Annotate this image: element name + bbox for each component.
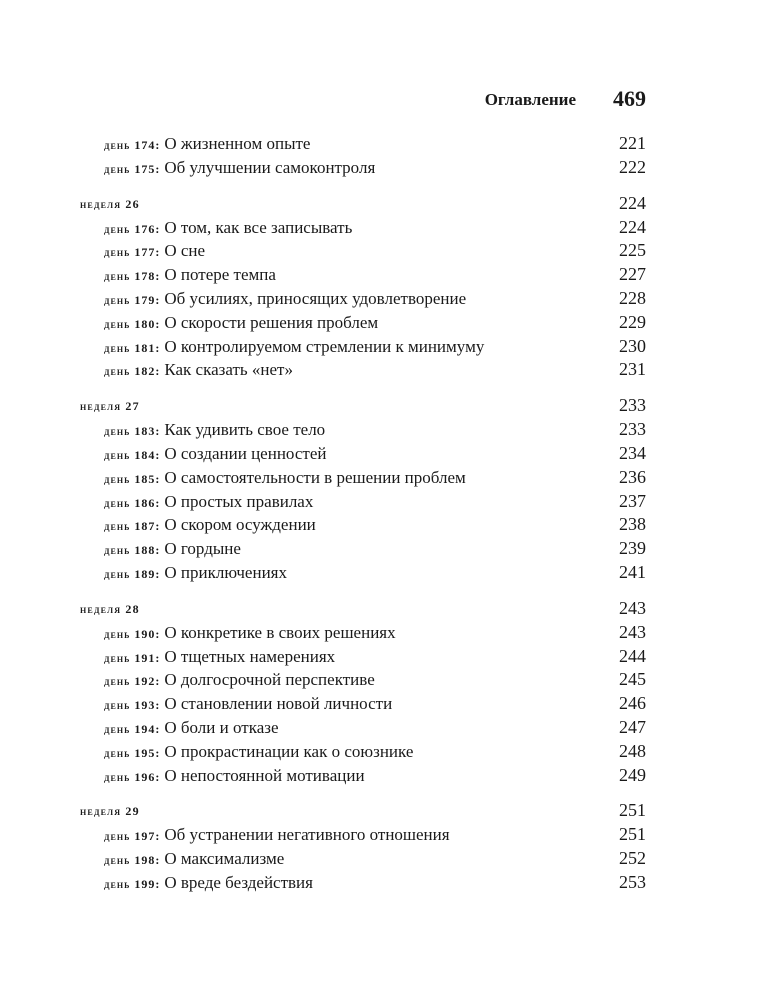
toc-day-entry[interactable] [80, 561, 646, 585]
day-page-number: 245 [619, 669, 646, 690]
day-page-number: 228 [619, 287, 646, 308]
day-label: день 192: [104, 674, 161, 689]
toc-day-entry[interactable] [80, 132, 646, 156]
day-label: день 188: [104, 543, 161, 558]
day-page-number: 234 [619, 442, 646, 463]
week-page-number: 224 [619, 192, 646, 213]
toc-week-group [80, 596, 646, 788]
day-page-number: 230 [619, 335, 646, 356]
day-page-number: 233 [619, 419, 646, 440]
day-label: день 176: [104, 221, 161, 236]
day-page-number: 246 [619, 693, 646, 714]
toc-day-entry[interactable] [80, 156, 646, 180]
day-label: день 186: [104, 495, 161, 510]
day-label: день 195: [104, 745, 161, 760]
table-of-contents [80, 132, 646, 906]
toc-day-entry[interactable] [80, 418, 646, 442]
day-page-number: 248 [619, 740, 646, 761]
day-title: О непостоянной мотивации [164, 765, 365, 785]
day-title: О боли и отказе [164, 717, 279, 737]
day-label: день 199: [104, 876, 161, 891]
day-page-number: 227 [619, 264, 646, 285]
day-label: день 198: [104, 853, 161, 868]
toc-day-entry[interactable] [80, 764, 646, 788]
week-label: неделя 26 [80, 196, 140, 211]
toc-day-entry[interactable] [80, 645, 646, 669]
day-label: день 189: [104, 566, 161, 581]
day-title: О долгосрочной перспективе [164, 670, 375, 690]
day-title: О прокрастинации как о союзнике [164, 741, 414, 761]
day-title: О простых правилах [164, 491, 314, 511]
week-page-number: 233 [619, 395, 646, 416]
day-label: день 180: [104, 316, 161, 331]
day-title: О вреде бездействия [164, 872, 313, 892]
day-page-number: 221 [619, 133, 646, 153]
toc-week-entry[interactable] [80, 798, 646, 823]
toc-day-entry[interactable] [80, 537, 646, 561]
toc-day-entry[interactable] [80, 216, 646, 240]
day-page-number: 249 [619, 764, 646, 785]
day-title: О скорости решения проблем [164, 312, 379, 332]
day-label: день 193: [104, 698, 161, 713]
day-page-number: 224 [619, 216, 646, 237]
day-label: день 187: [104, 519, 161, 534]
day-label: день 179: [104, 292, 161, 307]
week-label: неделя 29 [80, 804, 140, 819]
day-title: О гордыне [164, 539, 241, 559]
toc-day-entry[interactable] [80, 513, 646, 537]
week-label: неделя 27 [80, 399, 140, 414]
day-page-number: 252 [619, 848, 646, 869]
toc-day-entry[interactable] [80, 692, 646, 716]
day-page-number: 222 [619, 156, 646, 177]
toc-week-group [80, 191, 646, 383]
day-label: день 174: [104, 138, 161, 152]
day-label: день 178: [104, 269, 161, 284]
day-title: О скором осуждении [164, 515, 316, 535]
day-page-number: 236 [619, 466, 646, 487]
day-label: день 185: [104, 471, 161, 486]
day-label: день 175: [104, 161, 161, 176]
day-page-number: 239 [619, 538, 646, 559]
day-label: день 177: [104, 245, 161, 260]
toc-day-entry[interactable] [80, 740, 646, 764]
day-label: день 194: [104, 721, 161, 736]
day-label: день 184: [104, 447, 161, 462]
day-label: день 197: [104, 829, 161, 844]
day-title: Об улучшении самоконтроля [164, 157, 376, 177]
day-page-number: 251 [619, 824, 646, 845]
toc-day-entry[interactable] [80, 335, 646, 359]
toc-group [80, 132, 646, 180]
toc-week-entry[interactable] [80, 393, 646, 418]
toc-day-entry[interactable] [80, 358, 646, 382]
day-page-number: 231 [619, 359, 646, 380]
day-page-number: 253 [619, 871, 646, 892]
day-title: Как удивить свое тело [164, 420, 326, 440]
toc-day-entry[interactable] [80, 466, 646, 490]
toc-day-entry[interactable] [80, 287, 646, 311]
day-page-number: 247 [619, 716, 646, 737]
toc-week-entry[interactable] [80, 191, 646, 216]
toc-day-entry[interactable] [80, 823, 646, 847]
day-title: Об усилиях, приносящих удовлетворение [164, 288, 467, 308]
page-number: 469 [613, 86, 646, 111]
day-page-number: 241 [619, 561, 646, 582]
week-label: неделя 28 [80, 601, 140, 616]
toc-day-entry[interactable] [80, 263, 646, 287]
day-title: Как сказать «нет» [164, 360, 293, 380]
day-title: О самостоятельности в решении проблем [164, 467, 466, 487]
day-page-number: 244 [619, 645, 646, 666]
toc-day-entry[interactable] [80, 716, 646, 740]
day-label: день 196: [104, 769, 161, 784]
running-head [80, 86, 646, 116]
day-title: О создании ценностей [164, 443, 327, 463]
day-page-number: 243 [619, 621, 646, 642]
day-page-number: 225 [619, 240, 646, 261]
toc-day-entry[interactable] [80, 847, 646, 871]
toc-day-entry[interactable] [80, 490, 646, 514]
day-page-number: 237 [619, 490, 646, 511]
day-label: день 181: [104, 340, 161, 355]
toc-day-entry[interactable] [80, 668, 646, 692]
day-label: день 182: [104, 364, 161, 379]
day-title: О приключениях [164, 562, 287, 582]
day-title: О том, как все записывать [164, 217, 353, 237]
day-title: Об устранении негативного отношения [164, 825, 450, 845]
week-page-number: 251 [619, 800, 646, 821]
day-title: О жизненном опыте [164, 134, 311, 153]
toc-day-entry[interactable] [80, 239, 646, 263]
toc-day-entry[interactable] [80, 311, 646, 335]
day-title: О контролируемом стремлении к минимуму [164, 336, 485, 356]
day-title: О тщетных намерениях [164, 646, 336, 666]
toc-day-entry[interactable] [80, 442, 646, 466]
week-page-number: 243 [619, 597, 646, 618]
day-page-number: 229 [619, 311, 646, 332]
day-title: О сне [164, 241, 206, 261]
day-title: О максимализме [164, 849, 285, 869]
day-title: О становлении новой личности [164, 694, 393, 714]
toc-week-entry[interactable] [80, 596, 646, 621]
day-label: день 183: [104, 424, 161, 439]
toc-week-group [80, 798, 646, 894]
day-title: О конкретике в своих решениях [164, 622, 396, 642]
day-title: О потере темпа [164, 265, 276, 285]
running-head-title: Оглавление [484, 90, 576, 109]
toc-day-entry[interactable] [80, 871, 646, 895]
day-label: день 190: [104, 626, 161, 641]
toc-day-entry[interactable] [80, 621, 646, 645]
day-page-number: 238 [619, 514, 646, 535]
toc-week-group [80, 393, 646, 585]
day-label: день 191: [104, 650, 161, 665]
